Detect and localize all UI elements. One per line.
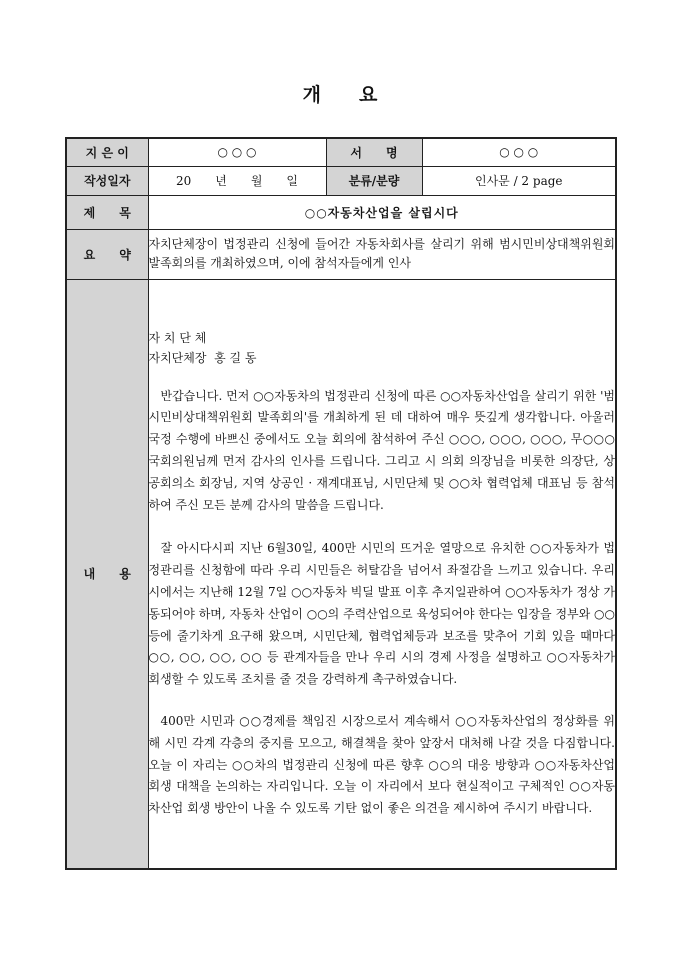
- content-label: 내 용: [66, 279, 148, 869]
- paragraph-1: 반갑습니다. 먼저 ○○자동차의 법정관리 신청에 따른 ○○자동차산업을 살리기 위한 '범시민비상대책위원회 발족회의'를 개최하게 된 데 대하여 매우 뜻깊게 생각합니다. 아울러 국정 수행에 바쁘신 중에서도 오늘 회의에 참석하여 주신 ○○○, ○○○, ○○○, 무○○○ 국회의원님께 먼저 감사의 인사를 드립니다. 그리고 시 의회 의장님을 비롯한 의장단, 상공회의소 회장님, 지역 상공인 · 재계대표님, 시민단체 및 ○○차 협력업체 대표님 등 참석하여 주신 모든 분께 감사의 말씀을 드립니다.: [148, 388, 615, 512]
- summary-form-table: [65, 137, 617, 870]
- subject-row: [66, 195, 616, 229]
- addressee: 자 치 단 체: [148, 330, 207, 345]
- date-value: 20 년 월 일: [148, 166, 326, 195]
- author-value: ○ ○ ○: [148, 138, 326, 166]
- summary-row: [66, 229, 616, 279]
- category-value: 인사문 / 2 page: [422, 166, 616, 195]
- subject-label: 제 목: [66, 195, 148, 229]
- page-title: [0, 80, 680, 107]
- signature-value: ○ ○ ○: [422, 138, 616, 166]
- date-row: [66, 166, 616, 195]
- paragraph-3: 400만 시민과 ○○경제를 책임진 시장으로서 계속해서 ○○자동차산업의 정상화를 위해 시민 각계 각층의 중지를 모으고, 해결책을 찾아 앞장서 대처해 나갈 것을 다짐합니다. 오늘 이 자리는 ○○차의 법정관리 신청에 따른 향후 ○○의 대응 방향과 ○○자동차산업 회생 대책을 논의하는 자리입니다. 오늘 이 자리에서 보다 현실적이고 구체적인 ○○자동차산업 회생 방안이 나올 수 있도록 기탄 없이 좋은 의견을 제시하여 주시기 바랍니다.: [148, 713, 615, 816]
- signature-label: 서 명: [326, 138, 422, 166]
- speaker: 자치단체장 홍 길 동: [148, 350, 257, 365]
- content-body: [148, 279, 616, 869]
- category-label: 분류/분량: [326, 166, 422, 195]
- paragraph-2: 잘 아시다시피 지난 6월30일, 400만 시민의 뜨거운 열망으로 유치한 ○○자동차가 법정관리를 신청함에 따라 우리 시민들은 허탈감을 넘어서 좌절감을 느끼고 있습니다. 우리 시에서는 지난해 12월 7일 ○○자동차 빅딜 발표 이후 추지일관하여 ○○자동차가 정상 가동되어야 하며, 자동차 산업이 ○○의 주력산업으로 육성되어야 한다는 입장을 정부와 ○○ 등에 줄기차게 요구해 왔으며, 시민단체, 협력업체등과 보조를 맞추어 기회 있을 때마다 ○○, ○○, ○○, ○○ 등 관계자들을 만나 우리 시의 경제 사정을 설명하고 ○○자동차가 회생할 수 있도록 조치를 줄 것을 강력하게 촉구하였습니다.: [148, 541, 615, 687]
- subject-value: ○○자동차산업을 살립시다: [148, 195, 616, 229]
- summary-value: 자치단체장이 법정관리 신청에 들어간 자동차회사를 살리기 위해 범시민비상대책위원회 발족회의를 개최하였으며, 이에 참석자들에게 인사: [148, 229, 616, 279]
- author-row: [66, 138, 616, 166]
- title-part-2: 요: [359, 84, 378, 106]
- date-label: 작성일자: [66, 166, 148, 195]
- title-part-1: 개: [302, 84, 321, 106]
- content-row: [66, 279, 616, 869]
- summary-label: 요 약: [66, 229, 148, 279]
- author-label: 지 은 이: [66, 138, 148, 166]
